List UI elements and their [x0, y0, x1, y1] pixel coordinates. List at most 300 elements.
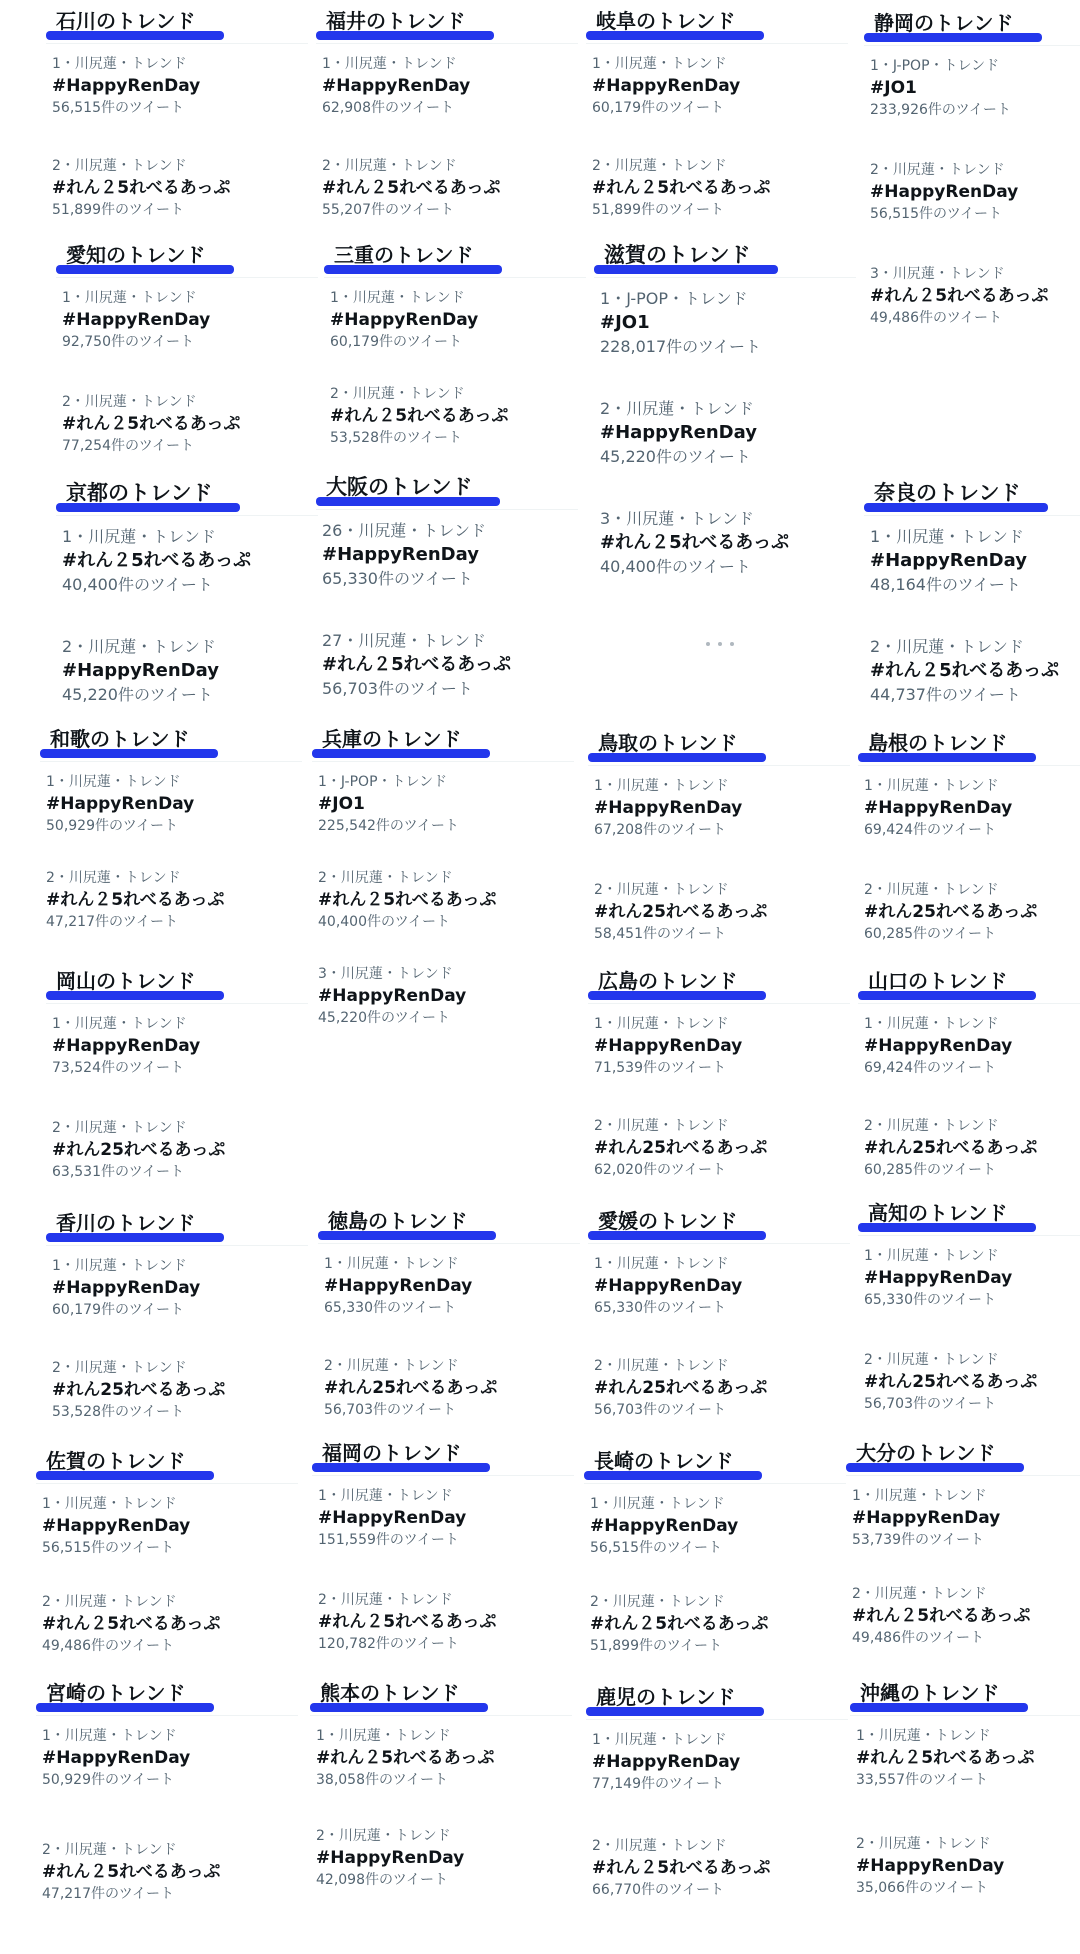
region-title [42, 1680, 190, 1715]
trend-rank: 1 [62, 527, 73, 546]
trend-item[interactable] [42, 1840, 292, 1904]
trend-meta [316, 1726, 566, 1746]
trend-item[interactable] [330, 288, 580, 352]
trend-hashtag[interactable]: #れん２5れべるあっぷ [62, 550, 252, 571]
tweet-count [870, 100, 1080, 120]
trend-hashtag[interactable]: #HappyRenDay [592, 76, 741, 96]
region-title [590, 1448, 738, 1483]
trend-rank: 2 [62, 394, 71, 410]
region-title [592, 8, 740, 43]
tweet-count-number: 51,899 [590, 1638, 639, 1654]
meta-separator: ・ [872, 1352, 887, 1368]
region-title [46, 726, 194, 761]
meta-separator: ・ [928, 1016, 943, 1032]
trend-hashtag[interactable]: #れん２5れべるあっぷ [42, 1862, 221, 1882]
region-title-text: 山口のトレンド [868, 969, 1008, 993]
region-title-text: 静岡のトレンド [874, 11, 1014, 35]
tweet-count-suffix: 件のツイート [643, 926, 727, 942]
trend-category: 川尻蓮 [68, 870, 111, 886]
region-block [600, 242, 850, 618]
trend-item[interactable] [324, 1356, 574, 1420]
trend-kind: トレンド [670, 158, 727, 174]
trend-item[interactable] [318, 1590, 568, 1654]
trend-hashtag[interactable]: #れん２5れべるあっぷ [42, 1614, 221, 1634]
meta-separator: ・ [944, 527, 961, 546]
meta-separator: ・ [388, 1358, 403, 1374]
trend-item[interactable] [52, 1118, 302, 1182]
trend-item[interactable] [52, 1256, 302, 1320]
tweet-count [62, 684, 312, 706]
trend-hashtag[interactable]: #れん２5れべるあっぷ [318, 1612, 497, 1632]
tweet-count-suffix: 件のツイート [905, 1772, 989, 1788]
tweet-count-number: 47,217 [46, 914, 95, 930]
meta-separator: ・ [60, 1016, 75, 1032]
region-title-text: 和歌のトレンド [50, 727, 190, 751]
trend-item[interactable] [594, 1116, 844, 1180]
tweet-count-number: 92,750 [62, 334, 111, 350]
trend-item[interactable] [600, 288, 850, 358]
trend-category: 川尻蓮 [886, 778, 929, 794]
meta-separator: ・ [602, 1256, 617, 1272]
trend-item[interactable] [870, 526, 1080, 596]
region-block [852, 1440, 1080, 1682]
meta-separator: ・ [382, 966, 397, 982]
trend-hashtag[interactable]: #HappyRenDay [856, 1856, 1005, 1876]
region-title [316, 1680, 464, 1715]
divider [864, 515, 1080, 516]
trend-kind: トレンド [394, 1828, 451, 1844]
tweet-count-suffix: 件のツイート [379, 334, 463, 350]
trend-category: 川尻蓮 [358, 631, 407, 650]
region-title [594, 1208, 742, 1243]
tweet-count [330, 428, 580, 448]
trend-item[interactable] [864, 1116, 1080, 1180]
trend-meta [600, 508, 850, 530]
tweet-count-number: 56,703 [324, 1402, 373, 1418]
trend-hashtag[interactable]: #れん２5れべるあっぷ [62, 414, 241, 434]
trend-kind: トレンド [120, 1496, 177, 1512]
divider [316, 509, 578, 510]
trend-item[interactable] [594, 1014, 844, 1078]
trend-meta [46, 772, 296, 792]
trend-meta [870, 264, 1080, 284]
trend-item[interactable] [594, 1254, 844, 1318]
trend-rank: 1 [870, 527, 881, 546]
trend-rank: 1 [594, 778, 603, 794]
trend-hashtag[interactable]: #れん２5れべるあっぷ [592, 1858, 771, 1878]
trend-hashtag[interactable]: #HappyRenDay [52, 1036, 201, 1056]
trend-item[interactable] [852, 1486, 1080, 1550]
region-title [322, 8, 470, 43]
trend-item[interactable] [870, 56, 1080, 120]
trend-category: 川尻蓮 [346, 1358, 389, 1374]
trend-hashtag[interactable]: #れん２5れべるあっぷ [322, 178, 501, 198]
meta-separator: ・ [54, 774, 69, 790]
trend-category: 川尻蓮 [64, 1842, 107, 1858]
meta-separator: ・ [326, 870, 341, 886]
meta-separator: ・ [928, 882, 943, 898]
trend-item[interactable] [62, 636, 312, 706]
tweet-count [324, 1400, 574, 1420]
tweet-count-suffix: 件のツイート [641, 1882, 725, 1898]
trend-hashtag[interactable]: #れん２5れべるあっぷ [600, 532, 790, 553]
trend-hashtag[interactable]: #れん２5れべるあっぷ [330, 406, 509, 426]
tweet-count [870, 574, 1080, 596]
trend-item[interactable] [42, 1494, 292, 1558]
trend-kind: トレンド [672, 882, 729, 898]
tweet-count [322, 568, 572, 590]
trend-rank: 1 [318, 1488, 327, 1504]
trend-hashtag[interactable]: #れん２5れべるあっぷ [316, 1748, 495, 1768]
region-title-text: 熊本のトレンド [320, 1681, 460, 1705]
trend-item[interactable] [318, 868, 568, 932]
tweet-count-suffix: 件のツイート [367, 914, 451, 930]
tweet-count-number: 45,220 [600, 447, 656, 466]
trend-item[interactable] [592, 54, 842, 118]
trend-item[interactable] [852, 1584, 1080, 1648]
trend-category: 川尻蓮 [612, 1594, 655, 1610]
trend-meta [62, 636, 312, 658]
trend-hashtag[interactable]: #HappyRenDay [316, 1848, 465, 1868]
trend-hashtag[interactable]: #HappyRenDay [52, 76, 201, 96]
trend-meta [870, 636, 1080, 658]
region-block [42, 1680, 292, 1954]
trend-meta [52, 1256, 302, 1276]
trend-rank: 1 [318, 774, 327, 790]
trend-hashtag[interactable]: #HappyRenDay [594, 798, 743, 818]
trend-item[interactable] [62, 392, 312, 456]
trend-hashtag[interactable]: #JO1 [600, 312, 650, 333]
trend-hashtag[interactable]: #HappyRenDay [42, 1748, 191, 1768]
trend-item[interactable] [52, 156, 302, 220]
region-block [590, 1448, 840, 1690]
region-block [42, 1448, 292, 1690]
tweet-count-suffix: 件のツイート [639, 1540, 723, 1556]
trend-category: 川尻蓮 [84, 394, 127, 410]
trend-hashtag[interactable]: #HappyRenDay [870, 182, 1019, 202]
trend-item[interactable] [592, 156, 842, 220]
trend-meta [318, 868, 568, 888]
meta-separator: ・ [864, 1836, 879, 1852]
region-title [52, 1210, 200, 1245]
tweet-count-suffix: 件のツイート [913, 926, 997, 942]
region-title [864, 730, 1012, 765]
trend-item[interactable] [600, 398, 850, 468]
trend-item[interactable] [318, 964, 568, 1028]
tweet-count-number: 51,899 [52, 202, 101, 218]
region-block [594, 968, 844, 1218]
trend-item[interactable] [856, 1726, 1080, 1790]
region-title [870, 10, 1018, 45]
tweet-count [856, 1878, 1080, 1898]
trend-hashtag[interactable]: #HappyRenDay [322, 76, 471, 96]
divider [318, 1243, 580, 1244]
trend-item[interactable] [42, 1726, 292, 1790]
meta-separator: ・ [860, 1488, 875, 1504]
trend-hashtag[interactable]: #HappyRenDay [324, 1276, 473, 1296]
trend-category: J-POP [340, 774, 378, 790]
trend-item[interactable] [52, 1358, 302, 1422]
trend-hashtag[interactable]: #HappyRenDay [330, 310, 479, 330]
trend-item[interactable] [330, 384, 580, 448]
trend-hashtag[interactable]: #れん25れべるあっぷ [52, 1380, 226, 1400]
meta-separator: ・ [326, 1592, 341, 1608]
tweet-count-number: 49,486 [42, 1638, 91, 1654]
trend-rank: 2 [318, 870, 327, 886]
trend-hashtag[interactable]: #HappyRenDay [590, 1516, 739, 1536]
tweet-count-number: 225,542 [318, 818, 376, 834]
trend-kind: トレンド [130, 1120, 187, 1136]
tweet-count [864, 1394, 1080, 1414]
trend-hashtag[interactable]: #HappyRenDay [594, 1036, 743, 1056]
trend-kind: トレンド [120, 1594, 177, 1610]
trend-hashtag[interactable]: #れん25れべるあっぷ [864, 1138, 1038, 1158]
trend-item[interactable] [864, 1246, 1080, 1310]
region-title-text: 奈良のトレンド [874, 481, 1021, 505]
trend-kind: トレンド [690, 399, 754, 418]
meta-separator: ・ [916, 1488, 931, 1504]
trend-item[interactable] [324, 1254, 574, 1318]
region-title-text: 鹿児のトレンド [596, 1685, 736, 1709]
trend-hashtag[interactable]: #れん25れべるあっぷ [864, 902, 1038, 922]
tweet-count-suffix: 件のツイート [111, 334, 195, 350]
trend-kind: トレンド [934, 1728, 991, 1744]
trend-meta [864, 1350, 1080, 1370]
tweet-count [52, 98, 302, 118]
tweet-count-suffix: 件のツイート [639, 1638, 723, 1654]
trend-hashtag[interactable]: #HappyRenDay [864, 1268, 1013, 1288]
trend-hashtag[interactable]: #れん25れべるあっぷ [594, 1378, 768, 1398]
trend-rank: 3 [318, 966, 327, 982]
meta-separator: ・ [654, 1496, 669, 1512]
trend-meta [856, 1834, 1080, 1854]
trend-hashtag[interactable]: #れん25れべるあっぷ [864, 1372, 1038, 1392]
trend-rank: 1 [856, 1728, 865, 1744]
trend-item[interactable] [52, 54, 302, 118]
trend-kind: トレンド [942, 1352, 999, 1368]
tweet-count-number: 56,515 [42, 1540, 91, 1556]
trend-rank: 1 [62, 290, 71, 306]
trend-item[interactable] [322, 156, 572, 220]
trend-meta [864, 1116, 1080, 1136]
region-title [852, 1440, 1000, 1475]
trend-hashtag[interactable]: #HappyRenDay [852, 1508, 1001, 1528]
trend-category: 川尻蓮 [626, 399, 675, 418]
trend-hashtag[interactable]: #HappyRenDay [62, 660, 219, 681]
trend-kind: トレンド [942, 1016, 999, 1032]
trend-item[interactable] [322, 520, 572, 590]
trend-item[interactable] [600, 508, 850, 578]
trend-item[interactable] [316, 1826, 566, 1890]
meta-separator: ・ [610, 509, 627, 528]
trend-hashtag[interactable]: #れん２5れべるあっぷ [852, 1606, 1031, 1626]
trend-hashtag[interactable]: #れん２5れべるあっぷ [322, 654, 512, 675]
trend-meta [330, 384, 580, 404]
divider [588, 1003, 850, 1004]
trend-category: 川尻蓮 [616, 778, 659, 794]
trend-item[interactable] [316, 1726, 566, 1790]
trend-rank: 2 [590, 1594, 599, 1610]
meta-separator: ・ [116, 1120, 131, 1136]
trend-item[interactable] [590, 1494, 840, 1558]
trend-meta [324, 1356, 574, 1376]
tweet-count-number: 42,098 [316, 1872, 365, 1888]
tweet-count-number: 60,285 [864, 926, 913, 942]
trend-meta [864, 1014, 1080, 1034]
trend-item[interactable] [318, 772, 568, 836]
trend-hashtag[interactable]: #HappyRenDay [592, 1752, 741, 1772]
trend-item[interactable] [322, 54, 572, 118]
trend-category: 川尻蓮 [616, 1358, 659, 1374]
tweet-count-number: 56,703 [594, 1402, 643, 1418]
meta-separator: ・ [654, 1594, 669, 1610]
trend-hashtag[interactable]: #HappyRenDay [870, 550, 1027, 571]
trend-rank: 1 [316, 1728, 325, 1744]
trend-hashtag[interactable]: #JO1 [870, 78, 917, 98]
region-title [594, 730, 742, 765]
tweet-count [870, 308, 1080, 328]
meta-separator: ・ [126, 394, 141, 410]
tweet-count [600, 336, 850, 358]
trend-hashtag[interactable]: #HappyRenDay [600, 422, 757, 443]
tweet-count-suffix: 件のツイート [375, 1636, 459, 1652]
tweet-count-suffix: 件のツイート [95, 818, 179, 834]
meta-separator: ・ [880, 527, 897, 546]
meta-separator: ・ [656, 158, 671, 174]
trend-meta [42, 1494, 292, 1514]
divider [36, 1715, 298, 1716]
tweet-count [316, 1870, 566, 1890]
trend-kind: トレンド [408, 386, 465, 402]
trend-item[interactable] [594, 880, 844, 944]
trend-hashtag[interactable]: #HappyRenDay [322, 544, 479, 565]
trend-rank: 1 [42, 1496, 51, 1512]
region-title [318, 726, 466, 761]
tweet-count-number: 49,486 [870, 310, 919, 326]
trend-kind: トレンド [394, 1728, 451, 1744]
tweet-count-number: 38,058 [316, 1772, 365, 1788]
trend-item[interactable] [322, 630, 572, 700]
trend-hashtag[interactable]: #れん25れべるあっぷ [52, 1140, 226, 1160]
tweet-count-suffix: 件のツイート [373, 1402, 457, 1418]
tweet-count [856, 1770, 1080, 1790]
trend-hashtag[interactable]: #HappyRenDay [864, 1036, 1013, 1056]
trend-item[interactable] [318, 1486, 568, 1550]
trend-meta [590, 1494, 840, 1514]
trend-hashtag[interactable]: #れん２5れべるあっぷ [870, 286, 1049, 306]
tweet-count [52, 1402, 302, 1422]
tweet-count-suffix: 件のツイート [905, 1880, 989, 1896]
trend-hashtag[interactable]: #れん25れべるあっぷ [594, 902, 768, 922]
trend-item[interactable] [864, 1350, 1080, 1414]
tweet-count-suffix: 件のツイート [913, 822, 997, 838]
trend-hashtag[interactable]: #HappyRenDay [594, 1276, 743, 1296]
region-title [330, 242, 478, 277]
region-title [592, 1684, 740, 1719]
trend-item[interactable] [856, 1834, 1080, 1898]
meta-separator: ・ [338, 290, 353, 306]
meta-separator: ・ [332, 1358, 347, 1374]
trend-kind: トレンド [140, 290, 197, 306]
tweet-count [330, 332, 580, 352]
trend-item[interactable] [62, 288, 312, 352]
divider [584, 1483, 846, 1484]
tweet-count-number: 50,929 [46, 818, 95, 834]
trend-item[interactable] [594, 776, 844, 840]
tweet-count-suffix: 件のツイート [655, 447, 751, 466]
trend-hashtag[interactable]: #れん２5れべるあっぷ [856, 1748, 1035, 1768]
tweet-count [322, 200, 572, 220]
trend-hashtag[interactable]: #れん２5れべるあっぷ [590, 1614, 769, 1634]
trend-hashtag[interactable]: #れん２5れべるあっぷ [592, 178, 771, 198]
tweet-count-suffix: 件のツイート [925, 575, 1021, 594]
trend-category: 川尻蓮 [352, 386, 395, 402]
trend-item[interactable] [62, 526, 312, 596]
trend-rank: 2 [592, 158, 601, 174]
trend-item[interactable] [864, 880, 1080, 944]
trend-hashtag[interactable]: #れん25れべるあっぷ [594, 1138, 768, 1158]
trend-category: 川尻蓮 [88, 527, 137, 546]
trend-hashtag[interactable]: #HappyRenDay [42, 1516, 191, 1536]
tweet-count [594, 924, 844, 944]
tweet-count-number: 65,330 [322, 569, 378, 588]
trend-item[interactable] [870, 160, 1080, 224]
trend-meta [52, 1118, 302, 1138]
tweet-count-suffix: 件のツイート [377, 679, 473, 698]
trend-hashtag[interactable]: #HappyRenDay [318, 986, 467, 1006]
trend-category: 川尻蓮 [88, 637, 137, 656]
region-title [864, 968, 1012, 1003]
trend-item[interactable] [870, 264, 1080, 328]
trend-item[interactable] [46, 868, 296, 932]
tweet-count [52, 1300, 302, 1320]
trend-item[interactable] [590, 1592, 840, 1656]
trend-item[interactable] [52, 1014, 302, 1078]
trend-hashtag[interactable]: #HappyRenDay [318, 1508, 467, 1528]
tweet-count-suffix: 件のツイート [375, 1532, 459, 1548]
trend-item[interactable] [870, 636, 1080, 706]
tweet-count [42, 1770, 292, 1790]
trend-category: 川尻蓮 [896, 637, 945, 656]
trend-item[interactable] [592, 1730, 842, 1794]
trend-kind: トレンド [124, 870, 181, 886]
region-block [870, 480, 1080, 746]
tweet-count [592, 98, 842, 118]
divider [56, 515, 318, 516]
trend-hashtag[interactable]: #れん２5れべるあっぷ [52, 178, 231, 198]
tweet-count-number: 56,703 [322, 679, 378, 698]
trend-hashtag[interactable]: #HappyRenDay [62, 310, 211, 330]
meta-separator: ・ [116, 1258, 131, 1274]
trend-item[interactable] [46, 772, 296, 836]
trend-hashtag[interactable]: #HappyRenDay [864, 798, 1013, 818]
trend-item[interactable] [864, 776, 1080, 840]
trend-hashtag[interactable]: #れん２5れべるあっぷ [318, 890, 497, 910]
trend-item[interactable] [42, 1592, 292, 1656]
trend-hashtag[interactable]: #れん25れべるあっぷ [324, 1378, 498, 1398]
meta-separator: ・ [674, 509, 691, 528]
trend-item[interactable] [592, 1836, 842, 1900]
tweet-count-suffix: 件のツイート [666, 337, 762, 356]
trend-hashtag[interactable]: #HappyRenDay [46, 794, 195, 814]
trend-hashtag[interactable]: #れん２5れべるあっぷ [870, 660, 1060, 681]
trend-hashtag[interactable]: #JO1 [318, 794, 365, 814]
meta-separator: ・ [598, 1496, 613, 1512]
trend-hashtag[interactable]: #れん２5れべるあっぷ [46, 890, 225, 910]
trend-item[interactable] [864, 1014, 1080, 1078]
trend-hashtag[interactable]: #HappyRenDay [52, 1278, 201, 1298]
trend-item[interactable] [594, 1356, 844, 1420]
